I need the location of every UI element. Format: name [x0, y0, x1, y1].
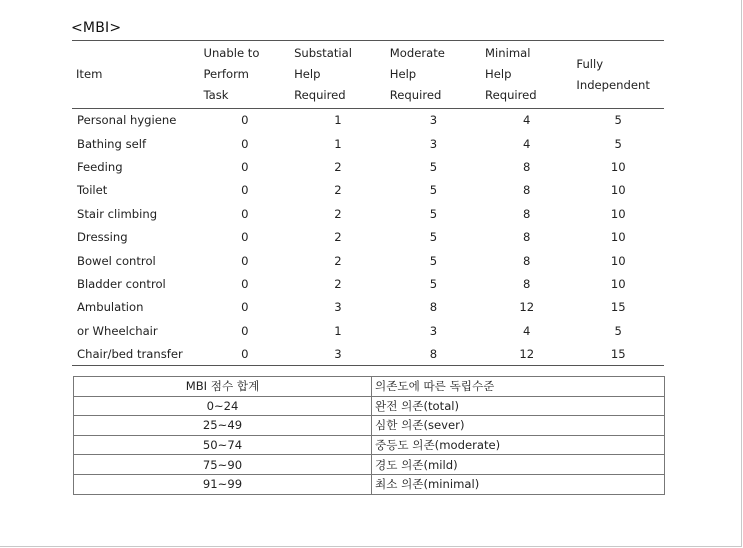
independence-level-cell: 중등도 의존(moderate) — [372, 435, 665, 455]
row-score-cell: 2 — [334, 206, 342, 221]
row-score-cell: 8 — [523, 183, 531, 198]
score-header-row — [74, 377, 665, 397]
row-score-cell: 12 — [519, 300, 535, 315]
row-score-cell: 3 — [334, 346, 342, 361]
row-score-cell: 2 — [334, 253, 342, 268]
table-row — [72, 155, 664, 178]
table-row — [72, 249, 664, 272]
header-item: Item — [76, 67, 103, 81]
mbi-table — [72, 40, 664, 366]
row-score-cell: 8 — [429, 300, 438, 315]
score-table-body — [74, 396, 665, 494]
table-row — [72, 319, 664, 342]
row-score-cell: 2 — [334, 159, 342, 174]
row-score-cell: 2 — [334, 183, 342, 198]
row-item-label: Ambulation — [77, 300, 144, 315]
row-score-cell: 0 — [241, 136, 249, 151]
mbi-header-row — [72, 41, 664, 109]
row-score-cell: 3 — [334, 300, 342, 315]
score-range-cell: 25~49 — [74, 416, 372, 436]
row-score-cell: 0 — [241, 113, 249, 128]
row-item-label: Dressing — [77, 230, 128, 245]
independence-level-cell: 경도 의존(mild) — [372, 455, 665, 475]
score-range-cell: 50~74 — [74, 435, 372, 455]
row-score-cell: 0 — [241, 323, 249, 338]
row-score-cell: 10 — [610, 230, 626, 245]
row-score-cell: 12 — [519, 346, 535, 361]
row-score-cell: 0 — [241, 253, 249, 268]
row-item-label: Stair climbing — [77, 206, 158, 221]
row-score-cell: 4 — [523, 113, 531, 128]
header-score-total: MBI 점수 합계 — [74, 377, 372, 397]
header-substantial-help: Substatial Help Required — [294, 46, 352, 102]
independence-level-cell: 완전 의존(total) — [372, 396, 665, 416]
mbi-table-body — [72, 109, 664, 366]
score-table — [73, 376, 665, 495]
independence-level-cell: 최소 의존(minimal) — [372, 474, 665, 494]
row-score-cell: 3 — [429, 113, 438, 128]
row-item-label: Bladder control — [77, 276, 166, 291]
row-score-cell: 10 — [610, 183, 626, 198]
table-row — [72, 109, 664, 132]
row-score-cell: 0 — [241, 230, 249, 245]
table-row — [74, 396, 665, 416]
row-score-cell: 3 — [429, 323, 438, 338]
row-score-cell: 15 — [610, 300, 626, 315]
row-score-cell: 10 — [610, 206, 626, 221]
table-row — [74, 416, 665, 436]
row-score-cell: 0 — [241, 276, 249, 291]
row-score-cell: 4 — [523, 323, 531, 338]
row-score-cell: 8 — [523, 276, 531, 291]
header-fully-independent: Fully Independent — [576, 56, 650, 92]
row-score-cell: 5 — [614, 113, 622, 128]
row-score-cell: 3 — [429, 136, 438, 151]
row-score-cell: 5 — [429, 206, 438, 221]
table-row — [74, 435, 665, 455]
row-score-cell: 5 — [429, 276, 438, 291]
row-score-cell: 2 — [334, 230, 342, 245]
header-minimal-help: Minimal Help Required — [485, 46, 537, 102]
row-score-cell: 10 — [610, 253, 626, 268]
row-item-label: Personal hygiene — [77, 113, 177, 128]
row-score-cell: 8 — [429, 346, 438, 361]
mbi-title: <MBI> — [71, 20, 122, 36]
row-score-cell: 1 — [334, 113, 342, 128]
row-score-cell: 5 — [429, 183, 438, 198]
table-row — [72, 202, 664, 225]
row-item-label: or Wheelchair — [77, 323, 158, 338]
row-score-cell: 0 — [241, 300, 249, 315]
table-row — [72, 225, 664, 248]
table-row — [74, 474, 665, 494]
score-range-cell: 0~24 — [74, 396, 372, 416]
row-score-cell: 8 — [523, 159, 531, 174]
table-row — [72, 296, 664, 319]
header-independence-level: 의존도에 따른 독립수준 — [372, 377, 665, 397]
row-score-cell: 1 — [334, 136, 342, 151]
row-score-cell: 15 — [610, 346, 626, 361]
row-score-cell: 0 — [241, 346, 249, 361]
table-row — [72, 132, 664, 155]
row-item-label: Feeding — [77, 159, 123, 174]
row-score-cell: 5 — [429, 230, 438, 245]
row-score-cell: 5 — [614, 136, 622, 151]
row-item-label: Toilet — [77, 183, 108, 198]
row-score-cell: 0 — [241, 159, 249, 174]
table-row — [72, 179, 664, 202]
row-item-label: Bathing self — [77, 136, 147, 151]
header-unable: Unable to Perform Task — [203, 46, 260, 102]
table-row — [74, 455, 665, 475]
row-item-label: Bowel control — [77, 253, 156, 268]
score-range-cell: 75~90 — [74, 455, 372, 475]
row-score-cell: 5 — [429, 159, 438, 174]
row-item-label: Chair/bed transfer — [77, 346, 183, 361]
row-score-cell: 10 — [610, 276, 626, 291]
row-score-cell: 8 — [523, 230, 531, 245]
row-score-cell: 8 — [523, 253, 531, 268]
row-score-cell: 2 — [334, 276, 342, 291]
independence-level-cell: 심한 의존(sever) — [372, 416, 665, 436]
table-row — [72, 342, 664, 365]
table-row — [72, 272, 664, 295]
row-score-cell: 8 — [523, 206, 531, 221]
header-moderate-help: Moderate Help Required — [389, 46, 445, 102]
row-score-cell: 0 — [241, 206, 249, 221]
row-score-cell: 10 — [610, 159, 626, 174]
row-score-cell: 0 — [241, 183, 249, 198]
row-score-cell: 5 — [429, 253, 438, 268]
row-score-cell: 4 — [523, 136, 531, 151]
row-score-cell: 5 — [614, 323, 622, 338]
row-score-cell: 1 — [334, 323, 342, 338]
score-range-cell: 91~99 — [74, 474, 372, 494]
